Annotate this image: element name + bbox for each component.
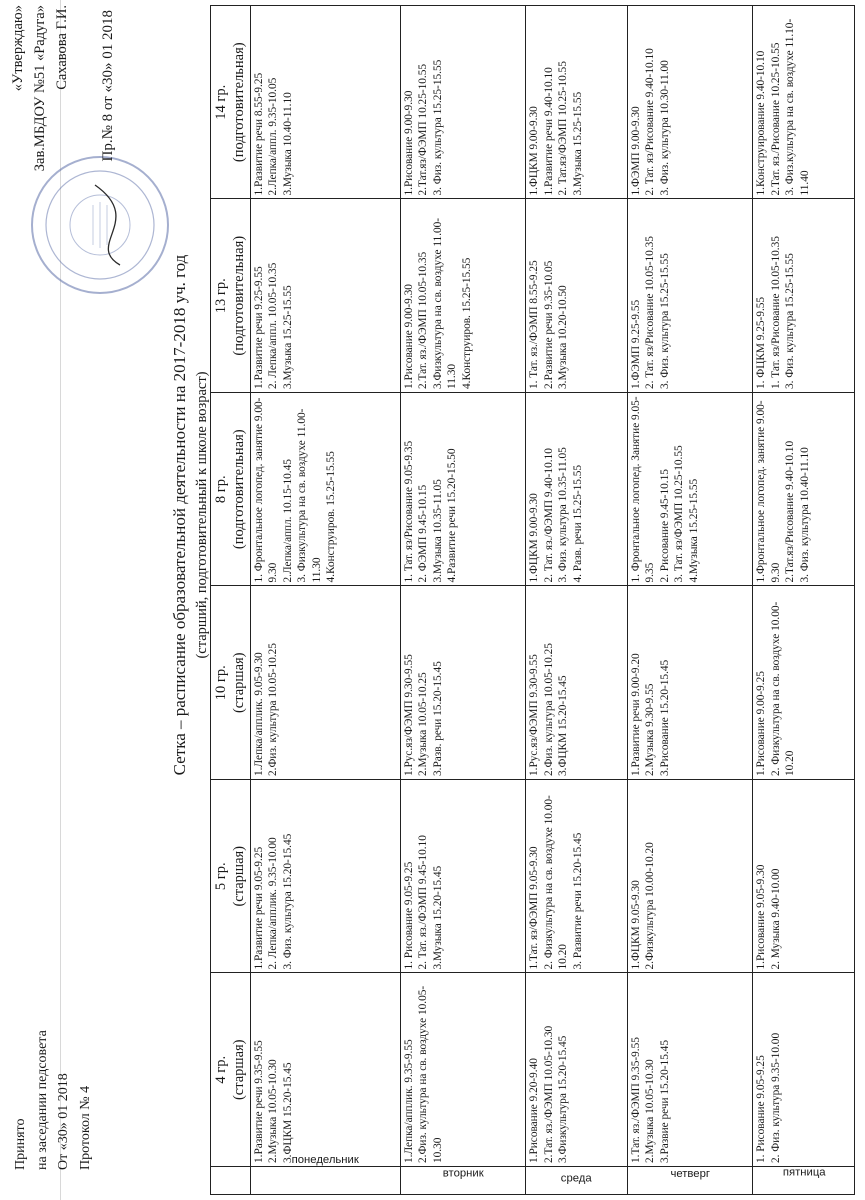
activity-item: 3. Физкультура на св. воздухе 11.00-11.30 <box>296 408 323 583</box>
group-age: (подготовительная) <box>230 429 247 550</box>
activity-item: 2. Физкультура на св. воздухе 10.00-10.20 <box>542 795 570 970</box>
activity-item: 1.Тат. яз./ФЭМП 9.35-9.55 <box>629 1037 642 1163</box>
activity-item: 1.Развитие речи 9.05-9.25 <box>253 846 265 970</box>
activity-item: 1. ФЦКМ 9.25-9.55 <box>755 296 768 389</box>
activity-item: 1.Развитие речи 9.40-10.10 <box>542 67 555 196</box>
activity-item: 1.Рисование 9.00-9.30 <box>402 284 415 389</box>
group-age: (старшая) <box>230 1039 247 1101</box>
activity-item: 2.Тат. яз./Рисование 10.25-10.55 <box>769 42 782 196</box>
activity-item: 2.Лепка/аппл. 9.35-10.05 <box>267 77 280 196</box>
activity-item: 2. Физкультура на св. воздухе 10.00-10.20 <box>769 601 797 776</box>
activity-item: 3. Физ. культура 10.40-11.10 <box>798 447 811 583</box>
schedule-cell <box>526 6 628 200</box>
activity-item: 3.Физкультура на св. воздухе 11.00-11.30 <box>431 217 459 389</box>
activity-item: 1. Рисование 9.05-9.25 <box>755 1055 768 1163</box>
schedule-cell <box>627 780 753 974</box>
schedule-cell <box>627 199 753 393</box>
group-name: 13 гр. <box>213 278 230 314</box>
schedule-cell <box>251 6 401 200</box>
activity-item: 1.Фронтальное логопед. занятие 9.00-9.30 <box>755 400 782 583</box>
group-name: 5 гр. <box>213 862 230 891</box>
group-age: (старшая) <box>230 845 247 907</box>
activity-item: 1.Лепка/апплик. 9.05-9.30 <box>253 652 265 776</box>
page-title: Сетка – расписание образовательной деятельности на 2017-2018 уч. год <box>170 254 189 776</box>
activity-item: 2.Развитие речи 9.35-10.05 <box>542 260 555 389</box>
activity-item: 3.ФЦКМ 15.20-15.45 <box>281 1062 294 1163</box>
activity-item: 1. Фронтальное логопед. Занятие 9.05-9.35 <box>629 396 657 583</box>
activity-item: 2.Музыка 10.05-10.25 <box>417 672 430 776</box>
activity-item: 2. Физ. культура 9.35-10.00 <box>769 1032 782 1163</box>
activity-item: 1. Фронтальное логопед. занятие 9.00-9.30 <box>253 397 280 583</box>
activity-item: 2.Физ. культура на св. воздухе 10.05-10.30 <box>417 985 444 1163</box>
schedule-cell <box>753 780 855 974</box>
day-label-cell <box>627 1167 753 1195</box>
activity-item: 1.Развитие речи 9.25-9.55 <box>253 266 265 389</box>
activity-item: 2.Тат. яз./ФЭМП 10.05-10.35 <box>417 251 430 389</box>
council-date: От «30» 01 2018 <box>56 1073 72 1170</box>
day-row <box>400 6 526 1195</box>
activity-item: 3. Физ. культура 15.25-15.55 <box>784 253 797 389</box>
schedule-cell <box>400 973 526 1167</box>
schedule-cell <box>251 780 401 974</box>
activity-item: 3. Физ. культура 15.25-15.55 <box>431 59 444 196</box>
activity-item: 1.ФЭМП 9.00-9.30 <box>629 106 642 196</box>
day-label: понедельник <box>291 1154 359 1167</box>
group-header-1 <box>211 973 251 1167</box>
activity-item: 1.Рисование 9.00-9.30 <box>402 90 415 196</box>
activity-item: 4.Конструиров. 15.25-15.55 <box>325 451 338 583</box>
activity-item: 1.Рус.яз/ФЭМП 9.30-9.55 <box>402 654 415 776</box>
schedule-cell <box>753 199 855 393</box>
activity-item: 1.ФЦКМ 9.00-9.30 <box>528 106 541 196</box>
activity-item: 3. Физ.культура на св. воздухе 11.10-11.40 <box>784 18 811 196</box>
activity-item: 1.ФЦКМ 9.05-9.30 <box>629 880 642 970</box>
activity-item: 3.Разв. речи 15.20-15.45 <box>431 661 444 776</box>
activity-item: 3.Музыка 15.25-15.55 <box>571 91 584 196</box>
activity-item: 3. Физ. культура 15.20-15.45 <box>281 833 294 970</box>
accepted-block <box>10 810 97 1170</box>
schedule-cell <box>400 586 526 780</box>
activity-item: 1.Лепка/апплик. 9.35-9.55 <box>402 1039 415 1163</box>
group-name: 8 гр. <box>213 475 230 504</box>
group-age: (подготовительная) <box>230 235 247 356</box>
schedule-cell <box>627 973 753 1167</box>
day-label: четверг <box>670 1168 710 1181</box>
activity-item: 1.Развитие речи 8.55-9.25 <box>253 72 265 196</box>
day-label-cell <box>400 1167 526 1195</box>
activity-item: 1.Конструирование 9.40-10.10 <box>755 50 768 196</box>
day-row <box>251 6 401 1195</box>
schedule-cell <box>627 393 753 587</box>
schedule-cell <box>400 199 526 393</box>
day-label: вторник <box>442 1167 484 1180</box>
activity-item: 2. Музыка 9.40-10.00 <box>769 868 782 970</box>
activity-item: 2.Музыка 10.05-10.30 <box>644 1059 657 1163</box>
activity-item: 1. Тат. яз/Рисование 10.05-10.35 <box>769 236 782 389</box>
group-header-5 <box>211 199 251 393</box>
activity-item: 3.Музыка 10.20-10.50 <box>557 285 570 389</box>
activity-item: 3. Физ. культура 15.25-15.55 <box>658 253 671 389</box>
activity-item: 2. Тат. яз./ФЭМП 9.45-10.10 <box>417 835 430 970</box>
activity-item: 2. ФЭМП 9.45-10.15 <box>417 484 430 583</box>
schedule-cell <box>753 973 855 1167</box>
day-label-cell <box>526 1167 628 1195</box>
schedule-cell <box>526 586 628 780</box>
schedule-cell <box>627 586 753 780</box>
accepted-label: Принято <box>13 1118 28 1170</box>
group-name: 14 гр. <box>213 84 230 120</box>
activity-item: 2.Тат.яз/Рисование 9.40-10.10 <box>784 440 797 583</box>
day-label: среда <box>561 1172 593 1185</box>
day-label-cell <box>251 1154 401 1195</box>
activity-item: 1.Рисование 9.05-9.30 <box>755 864 768 970</box>
activity-item: 4.Конструиров. 15.25-15.55 <box>460 257 473 389</box>
schedule-cell <box>753 393 855 587</box>
activity-item: 3. Физ. культура 10.30-11.00 <box>658 60 671 196</box>
activity-item: 4. Разв. речи 15.25-15.55 <box>571 464 584 583</box>
schedule-cell <box>400 393 526 587</box>
order-line: Пр.№ 8 от «30» 01 2018 <box>100 10 116 162</box>
group-age: (подготовительная) <box>230 42 247 163</box>
activity-item: 2.Лепка/аппл. 10.15-10.45 <box>281 459 294 583</box>
activity-item: 3.Музыка 15.25-15.55 <box>281 285 294 389</box>
day-row <box>526 6 628 1195</box>
activity-item: 1.Развитие речи 9.00-9.20 <box>629 653 642 776</box>
activity-item: 1.Рус.яз/ФЭМП 9.30-9.55 <box>528 654 541 776</box>
activity-item: 1.ФЦКМ 9.00-9.30 <box>528 493 541 583</box>
activity-item: 3.Музыка 10.35-11.05 <box>431 479 444 583</box>
group-name: 4 гр. <box>213 1055 230 1084</box>
group-header-row <box>211 6 251 1195</box>
activity-item: 1.Развитие речи 9.35-9.55 <box>253 1040 265 1163</box>
group-header-2 <box>211 780 251 974</box>
schedule-cell <box>526 393 628 587</box>
activity-item: 2.Физ. культура 10.05-10.25 <box>542 643 555 776</box>
activity-item: 3.Музыка 15.20-15.45 <box>431 865 444 970</box>
schedule-cell <box>526 973 628 1167</box>
activity-item: 3.Развие речи 15.20-15.45 <box>658 1040 671 1163</box>
group-header-6 <box>211 6 251 200</box>
activity-item: 2.Музыка 9.30-9.55 <box>644 683 657 776</box>
activity-item: 2. Тат. яз/Рисование 9.40-10.10 <box>644 48 657 196</box>
schedule-cell <box>753 6 855 200</box>
approved-label: «Утверждаю» <box>10 5 26 92</box>
schedule-cell <box>526 780 628 974</box>
activity-item: 2.Физ. культура 10.05-10.25 <box>267 643 280 776</box>
schedule-cell <box>251 199 401 393</box>
activity-item: 3.ФЦКМ 15.20-15.45 <box>557 675 570 776</box>
activity-item: 3. Развитие речи 15.20-15.45 <box>571 832 584 970</box>
activity-item: 1.Тат. яз/ФЭМП 9.05-9.30 <box>528 846 541 970</box>
activity-item: 2.Тат.яз/ФЭМП 10.25-10.55 <box>417 63 430 196</box>
day-row <box>627 6 753 1195</box>
day-row <box>753 6 855 1195</box>
activity-item: 1.Рисование 9.20-9.40 <box>528 1058 541 1163</box>
activity-item: 3.Физкультура 15.20-15.45 <box>557 1035 570 1163</box>
activity-item: 2. Лепка/апплик. 9.35-10.00 <box>267 837 280 970</box>
activity-item: 2. Тат.яз/ФЭМП 10.25-10.55 <box>557 61 570 196</box>
protocol-number: Протокол № 4 <box>78 1085 94 1170</box>
activity-item: 1. Тат. яз/Рисование 9.05-9.35 <box>402 440 415 583</box>
activity-item: 3.Рисование 15.20-15.45 <box>658 659 671 776</box>
schedule-cell <box>753 586 855 780</box>
group-name: 10 гр. <box>213 665 230 701</box>
schedule-cell <box>251 393 401 587</box>
activity-item: 1.ФЭМП 9.25-9.55 <box>629 299 642 389</box>
activity-item: 4.Развитие речи 15.20-15.50 <box>446 448 459 583</box>
activity-item: 2. Рисование 9.45-10.15 <box>658 469 671 583</box>
activity-item: 2.Физкультура 10.00-10.20 <box>644 842 657 970</box>
activity-item: 1. Тат. яз./ФЭМП 8.55-9.25 <box>528 260 541 389</box>
day-label: пятница <box>782 1166 826 1179</box>
activity-item: 2.Тат. яз./ФЭМП 10.05-10.30 <box>542 1025 555 1163</box>
schedule-cell <box>251 973 401 1167</box>
schedule-cell <box>400 780 526 974</box>
activity-item: 3.Музыка 10.40-11.10 <box>281 92 294 196</box>
group-header-4 <box>211 393 251 587</box>
activity-item: 2. Тат. яз/Рисование 10.05-10.35 <box>644 236 657 389</box>
schedule-cell <box>251 586 401 780</box>
page-subtitle: (старший, подготовительный к школе возраст) <box>194 371 210 659</box>
activity-item: 3. Тат. яз/ФЭМП 10.25-10.55 <box>673 445 686 583</box>
schedule-table <box>210 5 855 1195</box>
council-label: на заседании педсовета <box>34 1030 50 1170</box>
corner-cell <box>211 1167 251 1195</box>
activity-item: 1.Рисование 9.00-9.25 <box>755 671 768 776</box>
kindergarten-name: Зав.МБДОУ №51 «Радуга» <box>31 5 48 172</box>
activity-item: 1. Рисование 9.05-9.25 <box>402 861 415 970</box>
schedule-cell <box>400 6 526 200</box>
activity-item: 3. Физ. культура 10.35-11.05 <box>557 447 570 583</box>
schedule-cell <box>526 199 628 393</box>
activity-item: 2.Музыка 10.05-10.30 <box>267 1059 280 1163</box>
activity-item: 2. Лепка/аппл. 10.05-10.35 <box>267 262 280 389</box>
schedule-cell <box>627 6 753 200</box>
group-age: (старшая) <box>230 652 247 714</box>
head-name: Сахавова Г.И. <box>53 5 70 90</box>
activity-item: 4.Музыка 15.25-15.55 <box>687 478 700 583</box>
approval-block <box>8 5 73 425</box>
day-label-cell <box>753 1167 855 1195</box>
group-header-3 <box>211 586 251 780</box>
activity-item: 2. Тат. яз./ФЭМП 9.40-10.10 <box>542 448 555 583</box>
